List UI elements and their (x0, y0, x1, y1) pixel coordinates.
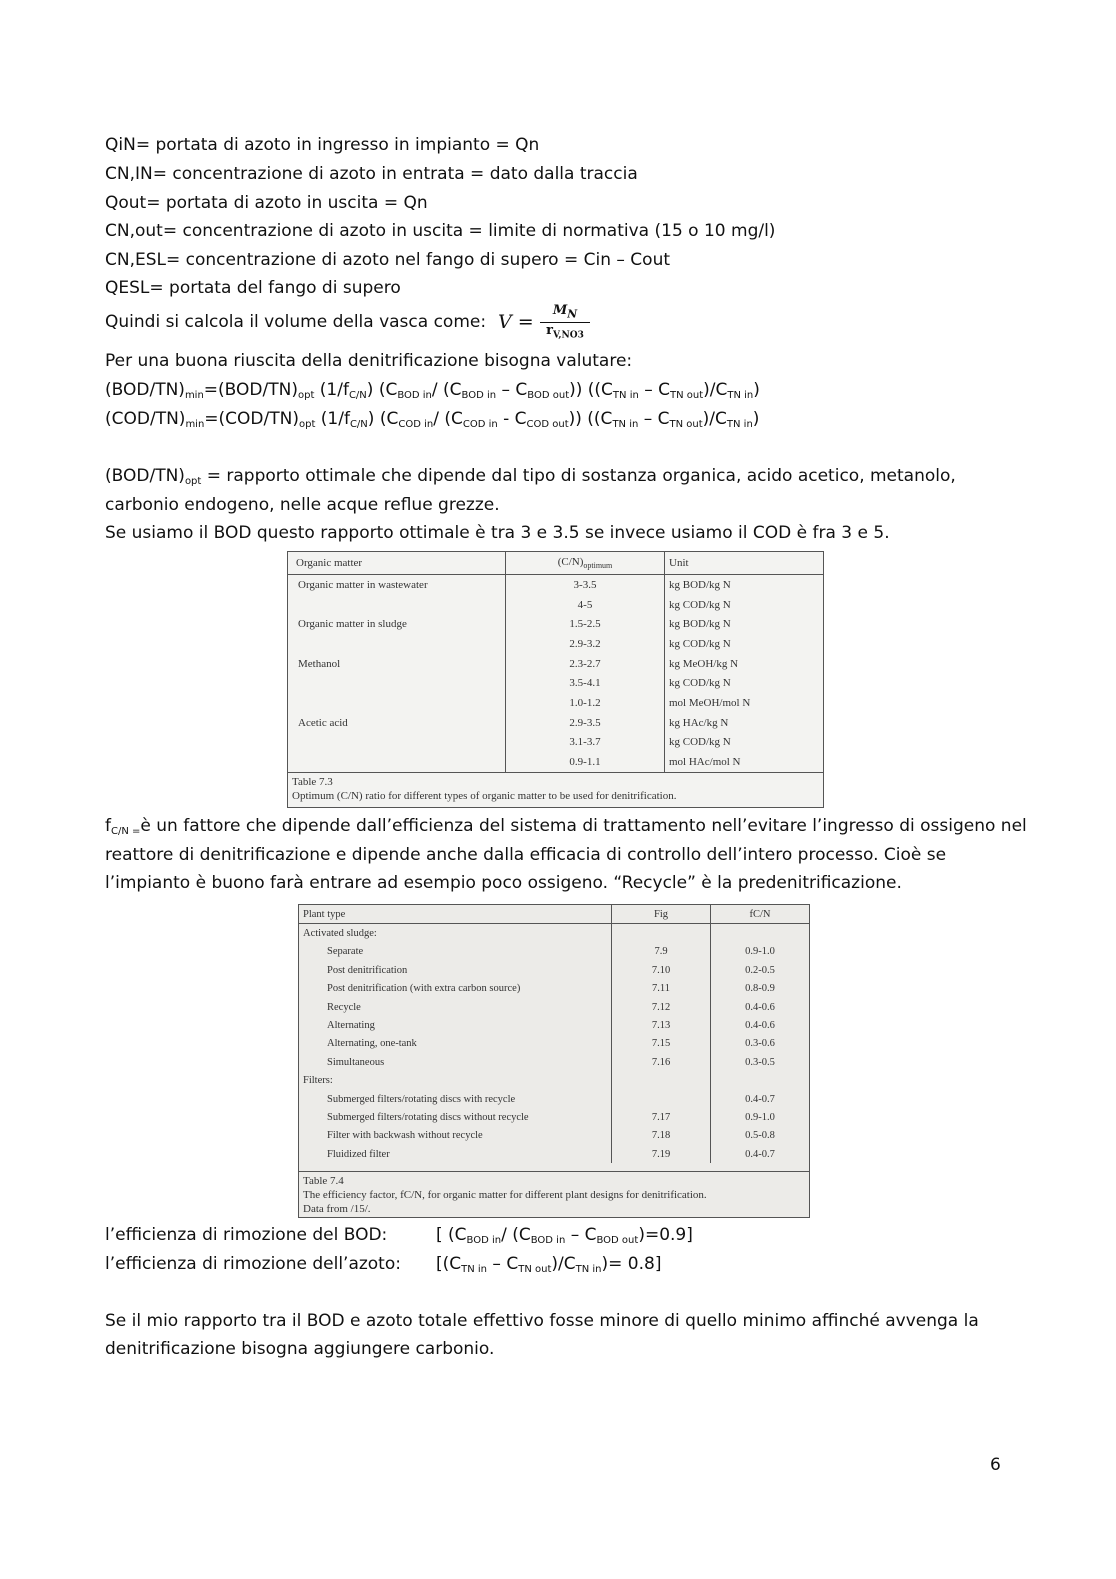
t74-header-plant: Plant type (299, 905, 612, 924)
table-row: 3.1-3.7 kg COD/kg N (288, 733, 823, 753)
table-row: Submerged filters/rotating discs without recycle 7.17 0.9-1.0 (299, 1108, 809, 1126)
t74-header-fcn: fC/N (711, 905, 810, 924)
paragraph-carbon-1: Se il mio rapporto tra il BOD e azoto totale effettivo fosse minore di quello minimo affinché avvenga la (105, 1311, 979, 1331)
formula-num-sub: N (567, 307, 578, 321)
table-row: Fluidized filter 7.19 0.4-0.7 (299, 1145, 809, 1163)
table-row: Organic matter in wastewater 3-3.5 kg BOD/kg N (288, 575, 823, 595)
paragraph-fcn-3: l’impianto è buono farà entrare ad esempio poco ossigeno. “Recycle” è la predenitrificazione. (105, 873, 902, 893)
table-row: Methanol 2.3-2.7 kg MeOH/kg N (288, 654, 823, 674)
table-7-4 (298, 904, 810, 1218)
formula-num: M (552, 303, 568, 318)
line-cnout: CN,out= concentrazione di azoto in uscita = limite di normativa (15 o 10 mg/l) (105, 221, 776, 241)
page-number: 6 (990, 1455, 1001, 1475)
line-volume: Quindi si calcola il volume della vasca come: (105, 312, 487, 332)
line-cnin: CN,IN= concentrazione di azoto in entrata = dato dalla traccia (105, 164, 638, 184)
formula-den: r (546, 322, 553, 338)
table-row: Simultaneous 7.16 0.3-0.5 (299, 1053, 809, 1071)
table-row: 3.5-4.1 kg COD/kg N (288, 673, 823, 693)
paragraph-fcn-1: $f_{C/N =}è$ un fattore che dipende dall’efficienza del sistema di trattamento nell’evitare l’ingresso di ossigeno nel (105, 816, 1027, 837)
paragraph-bod-opt-2: carbonio endogeno, nelle acque reflue grezze. (105, 495, 500, 515)
table-7-3 (287, 551, 824, 808)
line-valutare: Per una buona riuscita della denitrificazione bisogna valutare: (105, 351, 633, 371)
line-qin: QiN= portata di azoto in ingresso in impianto = Qn (105, 135, 540, 155)
table-row: Post denitrification (with extra carbon source) 7.11 0.8-0.9 (299, 980, 809, 998)
table-row: Recycle 7.12 0.4-0.6 (299, 998, 809, 1016)
paragraph-bod-opt: $(BOD/TN)_{opt}$ = rapporto ottimale che dipende dal tipo di sostanza organica, acido acetico, metanolo, (105, 466, 956, 487)
bod-tn-text: = rapporto ottimale che dipende dal tipo di sostanza organica, acido acetico, metanolo, (201, 466, 956, 486)
efficiency-bod-formula: [ ($C_{BOD in}/$ $(C_{BOD in} - C_{BOD out})=0.9$] (436, 1225, 693, 1246)
t73-caption (288, 772, 823, 805)
table-row: Alternating 7.13 0.4-0.6 (299, 1016, 809, 1034)
table-row: Submerged filters/rotating discs with recycle 0.4-0.7 (299, 1090, 809, 1108)
formula-den-sub: V,NO3 (552, 330, 584, 341)
table-row: 1.0-1.2 mol MeOH/mol N (288, 693, 823, 713)
efficiency-n-formula: $[(C_{TN in} - C_{TN out})/C_{TN in})= 0.8$] (436, 1254, 662, 1275)
t74-caption-source: Data from /15/. (303, 1203, 371, 1215)
table-row: Activated sludge: (299, 924, 809, 943)
table-row: Filter with backwash without recycle 7.18 0.5-0.8 (299, 1127, 809, 1145)
paragraph-ratio: Se usiamo il BOD questo rapporto ottimale è tra 3 e 3.5 se invece usiamo il COD è fra 3 e 5. (105, 523, 890, 543)
t74-header-fig: Fig (612, 905, 711, 924)
table-row: Filters: (299, 1072, 809, 1090)
t73-caption-text: Optimum (C/N) ratio for different types of organic matter to be used for denitrification. (292, 790, 677, 802)
formula-cod-tn: $(COD/TN)_{min}=(COD/TN)_{opt}$ $(1/f_{C/N})$ ($C_{COD in}/$ $(C_{COD in} - C_{COD out})$) $((C_{TN in} - C_{TN out})/C_{TN in})$ (105, 409, 760, 430)
t74-caption-text: The efficiency factor, fC/N, for organic matter for different plant designs for denitrification. (303, 1189, 707, 1201)
t73-header-unit: Unit (665, 552, 824, 575)
table-row: Alternating, one-tank 7.15 0.3-0.6 (299, 1035, 809, 1053)
table-row: 4-5 kg COD/kg N (288, 595, 823, 615)
fcn-text: è un fattore che dipende dall’efficienza del sistema di trattamento nell’evitare l’ingresso di ossigeno nel (140, 816, 1027, 836)
t73-header-organic: Organic matter (288, 552, 506, 575)
paragraph-carbon-2: denitrificazione bisogna aggiungere carbonio. (105, 1339, 495, 1359)
formula-v-lhs: V = (498, 311, 534, 333)
table-row: 2.9-3.2 kg COD/kg N (288, 634, 823, 654)
line-qesl: QESL= portata del fango di supero (105, 278, 401, 298)
formula-bod-tn: $(BOD/TN)_{min}=(BOD/TN)_{opt}$ $(1/f_{C/N})$ ($C_{BOD in}/$ $(C_{BOD in} - C_{BOD out})$) $((C_{TN in} - C_{TN out})/C_{TN in})$ (105, 380, 760, 401)
table-row: 0.9-1.1 mol HAc/mol N (288, 752, 823, 772)
bod-tn-label: (BOD/TN) (105, 466, 185, 486)
efficiency-bod-label: l’efficienza di rimozione del BOD: (105, 1225, 388, 1245)
line-qout: Qout= portata di azoto in uscita = Qn (105, 193, 428, 213)
t74-caption (299, 1171, 809, 1218)
line-cnesl: CN,ESL= concentrazione di azoto nel fango di supero = Cin – Cout (105, 250, 671, 270)
formula-fraction (540, 303, 590, 340)
t74-caption-title: Table 7.4 (303, 1175, 344, 1187)
t73-header-cn: $(C/N)_{optimum}$ (506, 552, 665, 575)
table-row: Acetic acid 2.9-3.5 kg HAc/kg N (288, 713, 823, 733)
table-row: Organic matter in sludge 1.5-2.5 kg BOD/kg N (288, 614, 823, 634)
t73-caption-title: Table 7.3 (292, 776, 333, 788)
table-row: Post denitrification 7.10 0.2-0.5 (299, 961, 809, 979)
paragraph-fcn-2: reattore di denitrificazione e dipende anche dalla efficacia di controllo dell’intero processo. Cioè se (105, 845, 947, 865)
table-row: Separate 7.9 0.9-1.0 (299, 943, 809, 961)
efficiency-n-label: l’efficienza di rimozione dell’azoto: (105, 1254, 401, 1274)
